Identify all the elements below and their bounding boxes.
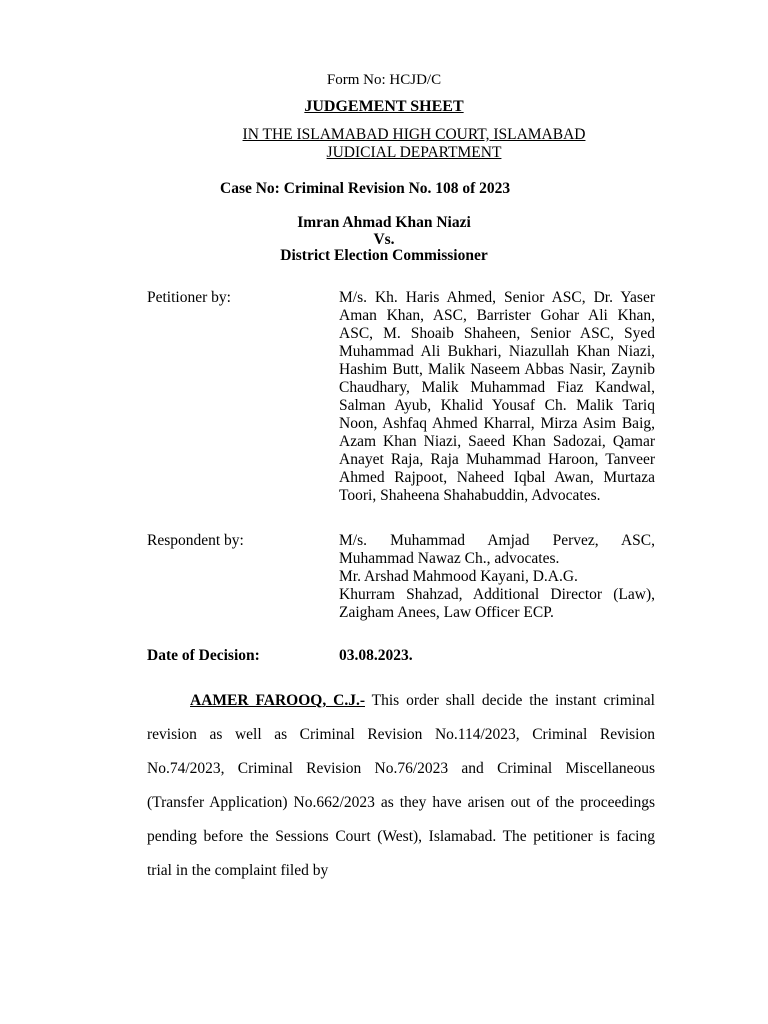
petitioner-label: Petitioner by:	[147, 289, 231, 306]
court-name: IN THE ISLAMABAD HIGH COURT, ISLAMABAD	[242, 126, 586, 143]
judgement-paragraph	[147, 684, 655, 888]
respondent-counsel-2: Mr. Arshad Mahmood Kayani, D.A.G.	[339, 568, 578, 585]
judge-name: AAMER FAROOQ, C.J.-	[190, 692, 365, 709]
petitioner-counsel-text: M/s. Kh. Haris Ahmed, Senior ASC, Dr. Yaser Aman Khan, ASC, Barrister Gohar Ali Khan, ASC, M. Shoaib Shaheen, Senior ASC, Syed Muhammad Ali Bukhari, Niazullah Khan Niazi, Hashim Butt, Malik Naseem Abbas Nasir, Zaynib Chaudhary, Malik Muhammad Fiaz Kandwal, Salman Ayub, Khalid Yousaf Ch. Malik Tariq Noon, Ashfaq Ahmed Kharral, Mirza Asim Baig, Azam Khan Niazi, Saeed Khan Sadozai, Qamar Anayet Raja, Raja Muhammad Haroon, Tanveer Ahmed Rajpoot, Naheed Iqbal Awan, Murtaza Toori, Shaheena Shahabuddin, Advocates.	[339, 289, 655, 504]
paragraph-text: This order shall decide the instant criminal revision as well as Criminal Revision No.114/2023, Criminal Revision No.74/2023, Criminal Revision No.76/2023 and Criminal Miscellaneous (Transfer Application) No.662/2023 as they have arisen out of the proceedings pending before the Sessions Court (West), Islamabad. The petitioner is facing trial in the complaint filed by	[147, 692, 655, 879]
case-number: Case No: Criminal Revision No. 108 of 2023	[220, 180, 511, 197]
court-department: JUDICIAL DEPARTMENT	[326, 144, 502, 161]
versus-label: Vs.	[373, 231, 395, 248]
respondent-label: Respondent by:	[147, 532, 244, 549]
sheet-title: JUDGEMENT SHEET	[304, 98, 464, 115]
court-header	[0, 126, 768, 162]
respondent-counsel-1: M/s. Muhammad Amjad Pervez, ASC, Muhammad Nawaz Ch., advocates.	[339, 532, 655, 567]
judgement-body	[147, 684, 655, 888]
respondent-counsel	[339, 532, 655, 622]
respondent-counsel-3: Khurram Shahzad, Additional Director (Law), Zaigham Anees, Law Officer ECP.	[339, 586, 655, 621]
petitioner-name: Imran Ahmad Khan Niazi	[297, 214, 471, 231]
petitioner-counsel	[339, 289, 655, 505]
decision-date: 03.08.2023.	[339, 647, 413, 664]
form-number: Form No: HCJD/C	[326, 72, 442, 88]
decision-label: Date of Decision:	[147, 647, 260, 664]
respondent-name: District Election Commissioner	[280, 247, 488, 264]
